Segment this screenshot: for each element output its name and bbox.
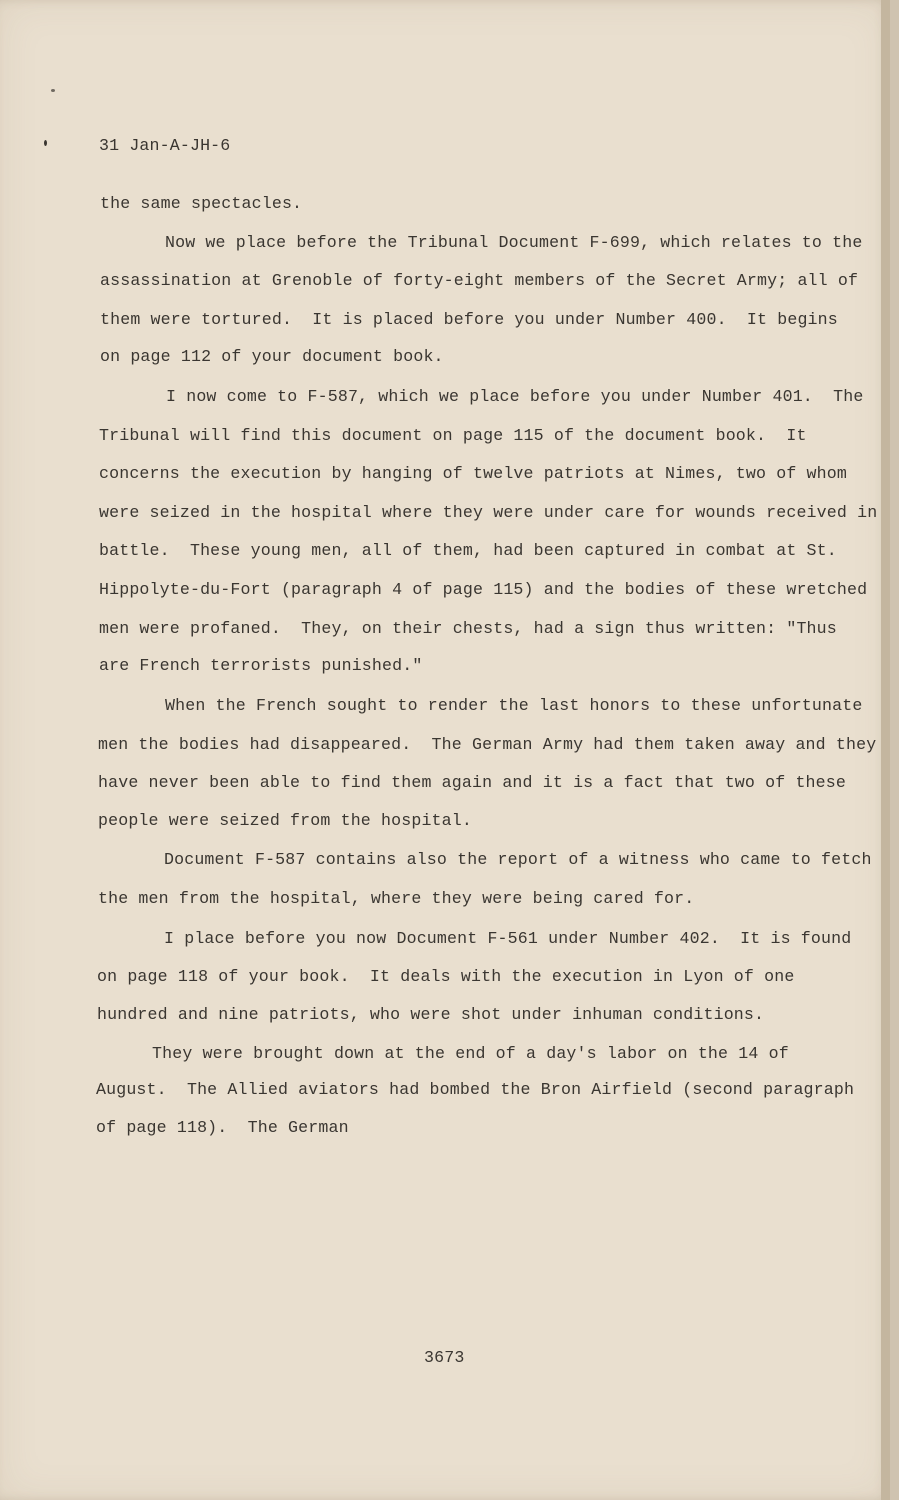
- text-line: men the bodies had disappeared. The German Army had them taken away and they: [98, 735, 877, 754]
- ink-speck: [51, 89, 55, 92]
- text-line: battle. These young men, all of them, had been captured in combat at St.: [99, 541, 837, 560]
- text-line: hundred and nine patriots, who were shot under inhuman conditions.: [97, 1005, 765, 1024]
- text-line: on page 118 of your book. It deals with the execution in Lyon of one: [97, 967, 795, 986]
- text-line: were seized in the hospital where they were under care for wounds received in: [99, 503, 878, 522]
- text-line: When the French sought to render the last honors to these unfortunate: [165, 696, 863, 715]
- text-line: They were brought down at the end of a day's labor on the 14 of: [152, 1044, 789, 1063]
- ink-speck: [44, 140, 47, 146]
- text-line: Tribunal will find this document on page 115 of the document book. It: [99, 426, 807, 445]
- text-line: have never been able to find them again and it is a fact that two of these: [98, 773, 846, 792]
- text-line: on page 112 of your document book.: [100, 347, 444, 366]
- text-line: Hippolyte-du-Fort (paragraph 4 of page 115) and the bodies of these wretched: [99, 580, 868, 599]
- text-line: Now we place before the Tribunal Document F-699, which relates to the: [165, 233, 863, 252]
- text-line: the same spectacles.: [100, 194, 303, 213]
- text-line: assassination at Grenoble of forty-eight members of the Secret Army; all of: [100, 271, 859, 290]
- text-line: Document F-587 contains also the report of a witness who came to fetch: [164, 850, 872, 869]
- text-line: them were tortured. It is placed before you under Number 400. It begins: [100, 310, 838, 329]
- paper-edge: [881, 0, 890, 1500]
- text-line: of page 118). The German: [96, 1118, 349, 1137]
- page-header: 31 Jan-A-JH-6: [99, 136, 231, 155]
- text-line: are French terrorists punished.": [99, 656, 423, 675]
- text-line: people were seized from the hospital.: [98, 811, 472, 830]
- text-line: men were profaned. They, on their chests, had a sign thus written: "Thus: [99, 619, 837, 638]
- text-line: I place before you now Document F-561 under Number 402. It is found: [164, 929, 852, 948]
- text-line: the men from the hospital, where they were being cared for.: [98, 889, 695, 908]
- text-line: I now come to F-587, which we place before you under Number 401. The: [166, 387, 864, 406]
- text-line: concerns the execution by hanging of twelve patriots at Nimes, two of whom: [99, 464, 847, 483]
- page-number: 3673: [424, 1348, 465, 1367]
- text-line: August. The Allied aviators had bombed the Bron Airfield (second paragraph: [96, 1080, 855, 1099]
